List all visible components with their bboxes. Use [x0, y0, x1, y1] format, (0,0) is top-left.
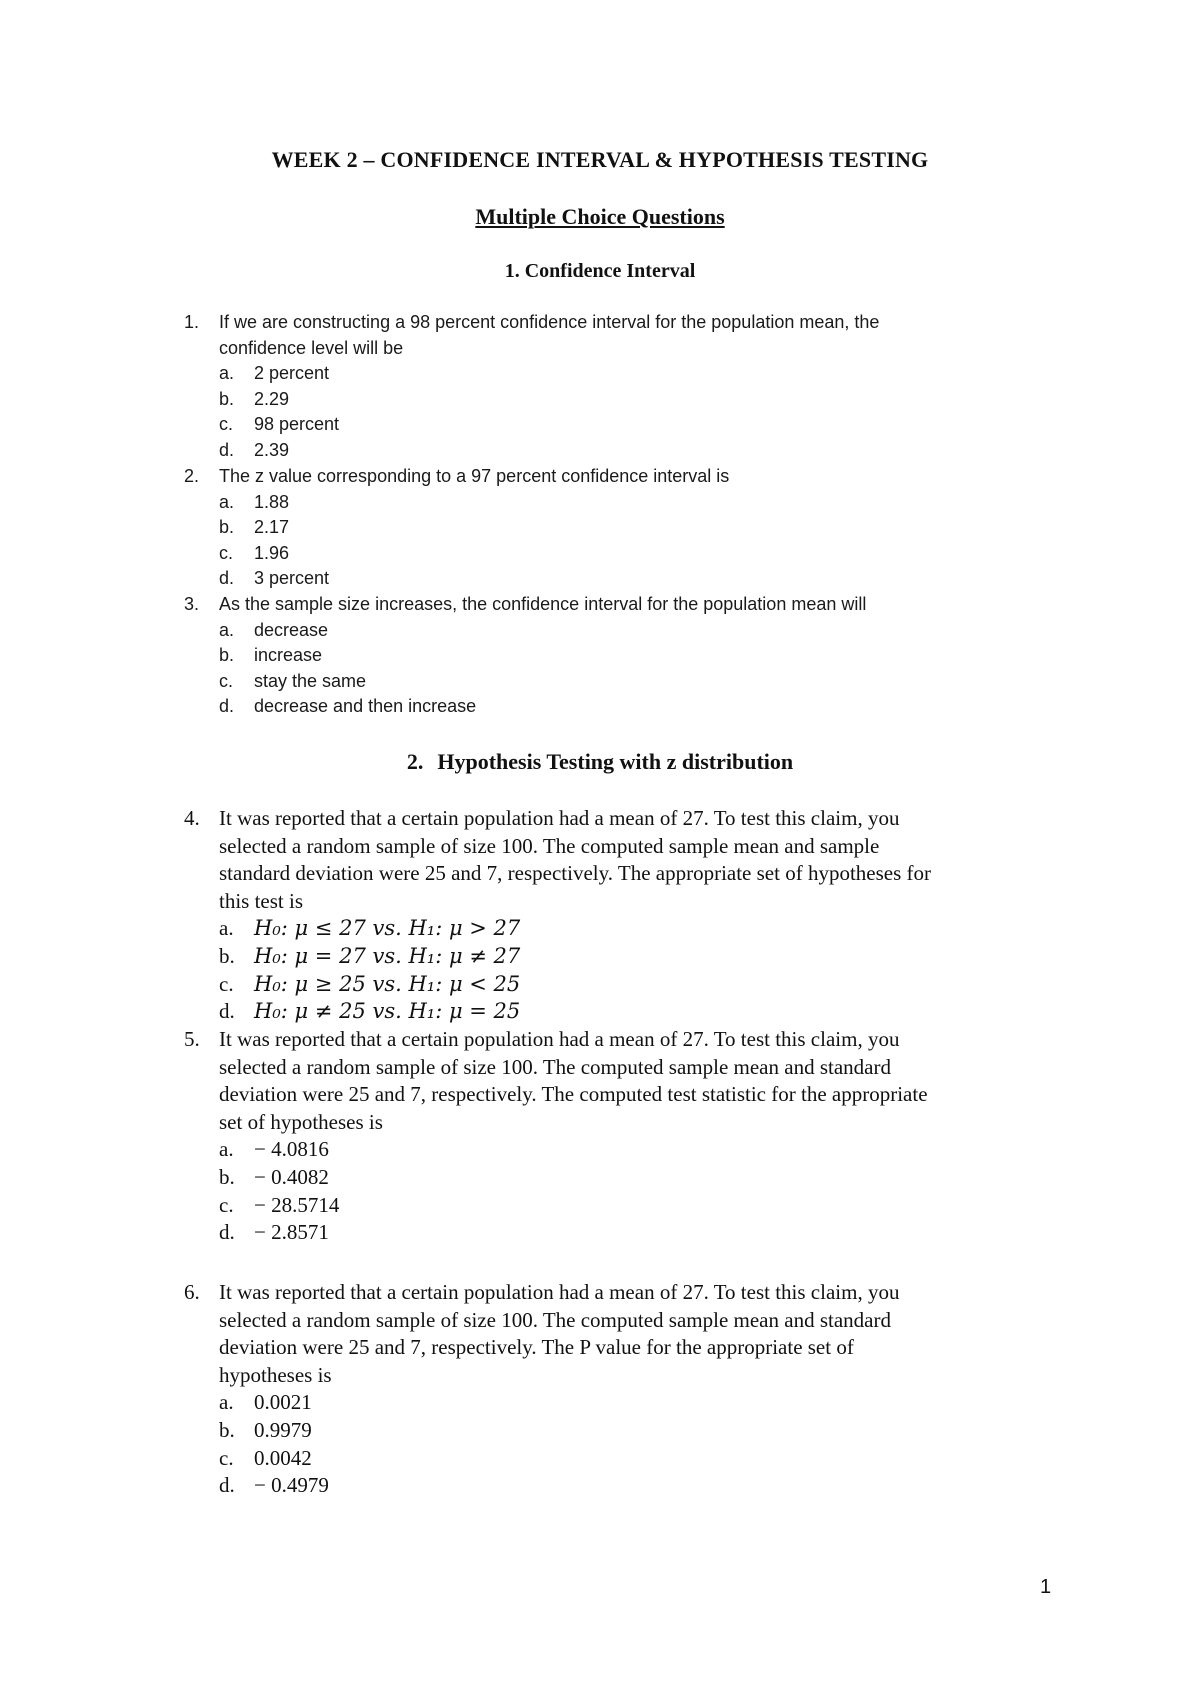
answer-option-c [184, 412, 1064, 438]
option-text: 1.96 [254, 542, 290, 563]
question-number: 3. [184, 594, 200, 614]
option-text: 98 percent [254, 414, 340, 435]
option-text: − 0.4082 [254, 1164, 329, 1189]
option-text: − 0.4979 [254, 1473, 329, 1498]
question-number: 4. [184, 806, 200, 830]
option-letter: a. [219, 363, 235, 384]
option-letter: c. [219, 670, 234, 691]
answer-option-c [184, 669, 1064, 695]
question-stem [184, 464, 1064, 490]
question-stem [184, 310, 1064, 361]
answer-option-c [184, 971, 1064, 999]
option-text: − 28.5714 [254, 1192, 340, 1217]
answer-option-c [184, 1445, 1064, 1473]
option-letter: c. [219, 1192, 234, 1217]
option-letter: d. [219, 999, 235, 1024]
answer-option-a [184, 618, 1064, 644]
answer-option-c [184, 1192, 1064, 1220]
option-text: − 4.0816 [254, 1137, 329, 1162]
option-letter: c. [219, 414, 234, 435]
question-stem-line: selected a random sample of size 100. The computed sample mean and standard [219, 1054, 891, 1079]
question-stem-line: If we are constructing a 98 percent confidence interval for the population mean, the [219, 312, 880, 332]
option-letter: b. [219, 645, 235, 666]
option-text: decrease [254, 619, 329, 640]
option-letter: d. [219, 1473, 235, 1498]
question-6 [184, 1279, 1064, 1500]
option-text: 0.0021 [254, 1390, 312, 1415]
option-text: 2.39 [254, 439, 290, 460]
option-text: decrease and then increase [254, 696, 477, 717]
question-3 [184, 592, 1064, 720]
option-letter: d. [219, 1220, 235, 1245]
option-letter: b. [219, 1164, 235, 1189]
answer-option-a [184, 490, 1064, 516]
option-letter: a. [219, 1390, 234, 1415]
hypothesis-formula: H₀: μ ≠ 25 vs. H₁: μ = 25 [254, 999, 521, 1024]
option-text: 1.88 [254, 491, 290, 512]
section-1-heading: 1. Confidence Interval [504, 260, 696, 282]
answer-option-b [184, 1417, 1064, 1445]
option-text: 2.29 [254, 388, 290, 409]
answer-option-d [184, 1219, 1064, 1247]
hypothesis-formula: H₀: μ ≤ 27 vs. H₁: μ > 27 [254, 916, 521, 941]
question-stem-line: confidence level will be [219, 337, 404, 358]
option-letter: c. [219, 1445, 234, 1470]
option-letter: b. [219, 943, 235, 968]
option-letter: d. [219, 696, 235, 717]
section-2-number: 2. [406, 749, 424, 774]
question-stem-line: deviation were 25 and 7, respectively. The P value for the appropriate set of [219, 1335, 854, 1360]
question-number: 5. [184, 1027, 200, 1051]
question-number: 6. [184, 1280, 200, 1304]
question-stem-line: this test is [219, 888, 304, 913]
option-letter: b. [219, 1417, 235, 1442]
answer-option-d [184, 566, 1064, 592]
option-text: 0.9979 [254, 1417, 312, 1442]
answer-option-b [184, 515, 1064, 541]
question-stem-line: It was reported that a certain population had a mean of 27. To test this claim, you [219, 806, 900, 830]
question-stem [184, 1279, 1064, 1389]
question-number: 1. [184, 312, 200, 332]
question-5 [184, 1026, 1064, 1247]
question-stem-line: standard deviation were 25 and 7, respectively. The appropriate set of hypotheses for [219, 861, 932, 886]
answer-option-d [184, 438, 1064, 464]
question-2 [184, 464, 1064, 592]
answer-option-b [184, 643, 1064, 669]
option-text: stay the same [254, 670, 367, 691]
question-1 [184, 310, 1064, 464]
option-text: − 2.8571 [254, 1220, 329, 1245]
option-text: 2 percent [254, 363, 330, 384]
answer-option-b [184, 387, 1064, 413]
hypothesis-formula: H₀: μ ≥ 25 vs. H₁: μ < 25 [254, 971, 521, 996]
answer-option-d [184, 998, 1064, 1026]
question-stem-line: As the sample size increases, the confidence interval for the population mean will [219, 594, 867, 614]
document-title: WEEK 2 – CONFIDENCE INTERVAL & HYPOTHESIS TESTING [271, 147, 929, 172]
answer-option-c [184, 541, 1064, 567]
question-stem-line: selected a random sample of size 100. The computed sample mean and sample [219, 833, 880, 858]
answer-option-d [184, 694, 1064, 720]
option-letter: a. [219, 916, 234, 941]
option-letter: b. [219, 517, 235, 538]
option-letter: a. [219, 1137, 234, 1162]
question-stem-line: It was reported that a certain population had a mean of 27. To test this claim, you [219, 1027, 900, 1051]
question-number: 2. [184, 466, 200, 486]
option-letter: b. [219, 388, 235, 409]
question-stem-line: It was reported that a certain population had a mean of 27. To test this claim, you [219, 1280, 900, 1304]
option-text: 0.0042 [254, 1445, 312, 1470]
option-letter: c. [219, 542, 234, 563]
answer-option-b [184, 1164, 1064, 1192]
question-stem [184, 1026, 1064, 1136]
question-4 [184, 805, 1064, 1026]
page-number: 1 [1040, 1576, 1052, 1598]
option-text: 2.17 [254, 517, 290, 538]
section-2-heading [0, 749, 1200, 775]
option-letter: d. [219, 439, 235, 460]
answer-option-a [184, 915, 1064, 943]
question-stem-line: hypotheses is [219, 1362, 332, 1387]
option-text: increase [254, 645, 323, 666]
option-letter: c. [219, 971, 234, 996]
section-2-title: Hypothesis Testing with z distribution [437, 749, 794, 774]
question-stem-line: selected a random sample of size 100. The computed sample mean and standard [219, 1307, 891, 1332]
option-text: 3 percent [254, 568, 330, 589]
question-stem [184, 805, 1064, 915]
answer-option-d [184, 1472, 1064, 1500]
document-subtitle: Multiple Choice Questions [475, 204, 725, 229]
question-stem [184, 592, 1064, 618]
question-stem-line: The z value corresponding to a 97 percent confidence interval is [219, 466, 730, 486]
answer-option-a [184, 1389, 1064, 1417]
option-letter: a. [219, 619, 235, 640]
answer-option-a [184, 1136, 1064, 1164]
question-stem-line: deviation were 25 and 7, respectively. The computed test statistic for the appropriate [219, 1082, 928, 1107]
option-letter: a. [219, 491, 235, 512]
answer-option-a [184, 361, 1064, 387]
option-letter: d. [219, 568, 235, 589]
question-stem-line: set of hypotheses is [219, 1109, 383, 1134]
hypothesis-formula: H₀: μ = 27 vs. H₁: μ ≠ 27 [254, 943, 521, 968]
answer-option-b [184, 943, 1064, 971]
